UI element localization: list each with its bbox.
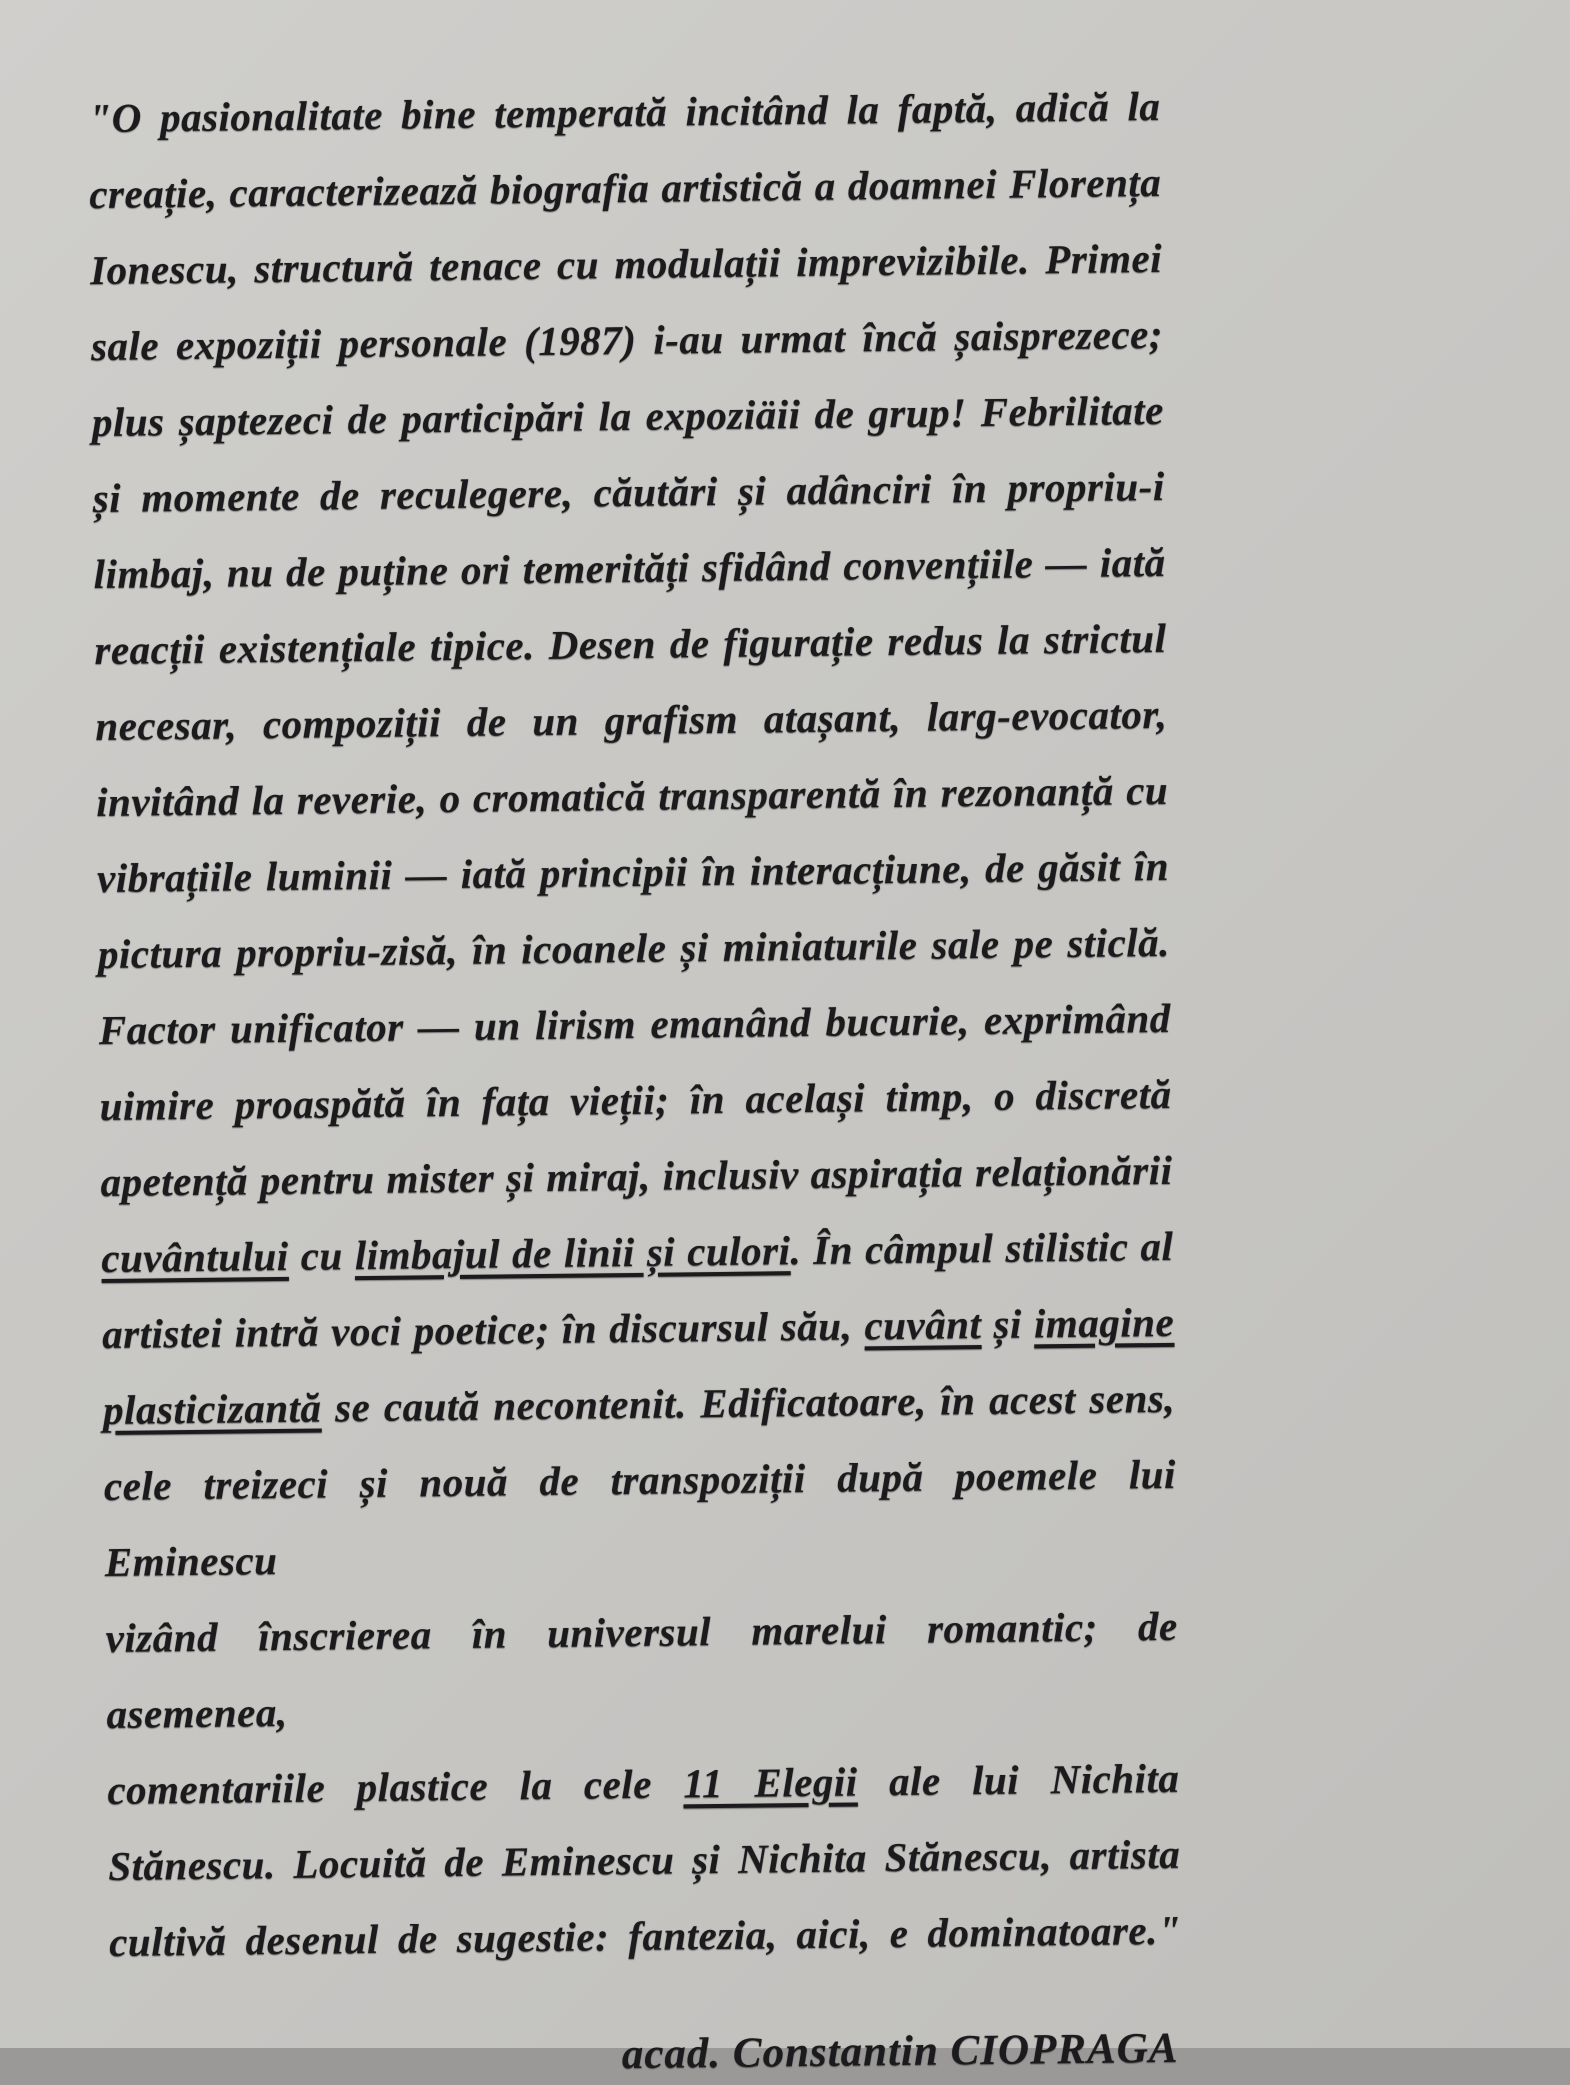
text-segment: artistei intră voci poetice; în discursul său, bbox=[101, 1302, 865, 1357]
text-segment: plus șaptezeci de participări la expoziäii de grup! Febrilitate bbox=[91, 386, 1165, 446]
text-segment: și bbox=[981, 1300, 1035, 1348]
quote-line bbox=[95, 676, 1168, 764]
text-segment: limbaj, nu de puține ori temerități sfidând convențiile — iată bbox=[93, 538, 1166, 598]
underlined-phrase: plasticizantă bbox=[102, 1384, 322, 1433]
quote-line bbox=[91, 296, 1164, 384]
underlined-phrase: limbajul de linii și culori bbox=[354, 1227, 791, 1279]
quote-line bbox=[96, 752, 1169, 840]
quote-line bbox=[108, 1816, 1181, 1904]
text-segment: sale expoziții personale (1987) i-au urmat încă șaisprezece; bbox=[90, 310, 1164, 370]
quote-line bbox=[88, 68, 1161, 156]
text-segment: apetență pentru mister și miraj, inclusiv aspirația relaționării bbox=[100, 1146, 1173, 1206]
text-segment: creație, caracterizează biografia artistică a doamnei Florența bbox=[89, 158, 1162, 218]
text-segment: Stănescu. Locuită de Eminescu și Nichita Stănescu, artista bbox=[108, 1830, 1181, 1889]
quote-line bbox=[105, 1588, 1179, 1752]
text-segment: necesar, compoziții de un grafism atașant, larg-evocator, bbox=[95, 690, 1168, 750]
text-segment: ale lui Nichita bbox=[857, 1754, 1180, 1805]
underlined-phrase: imagine bbox=[1033, 1298, 1175, 1347]
text-segment: cu bbox=[288, 1232, 356, 1279]
text-segment: reacții existențiale tipice. Desen de figurație redus la strictul bbox=[94, 614, 1167, 674]
text-segment: uimire proaspătă în fața vieții; în același timp, o discretă bbox=[99, 1070, 1172, 1130]
quote-line bbox=[104, 1436, 1178, 1600]
quote-line bbox=[107, 1740, 1180, 1828]
underlined-phrase: cuvântului bbox=[101, 1232, 289, 1282]
quote-line bbox=[97, 828, 1170, 916]
text-segment: și momente de reculegere, căutări și adânciri în propriu-i bbox=[92, 462, 1165, 522]
quote-line bbox=[94, 600, 1167, 688]
quote-line bbox=[98, 980, 1171, 1068]
quote-line bbox=[99, 1056, 1172, 1144]
quote-line bbox=[98, 904, 1171, 992]
text-segment: cultivă desenul de sugestie: fantezia, aici, e dominatoare." bbox=[108, 1906, 1182, 1965]
text-segment: cele treizeci și nouă de transpoziții după poemele lui Eminescu bbox=[103, 1450, 1177, 1585]
quote-line bbox=[89, 144, 1162, 232]
text-segment: comentariile plastice la cele bbox=[107, 1760, 684, 1813]
quote-line bbox=[103, 1360, 1176, 1448]
text-segment: invitând la reverie, o cromatică transparentă în rezonanță cu bbox=[95, 766, 1169, 826]
quote-line bbox=[101, 1208, 1174, 1296]
quote-line bbox=[90, 220, 1163, 308]
quote-line bbox=[92, 448, 1165, 536]
quote-line bbox=[102, 1284, 1175, 1372]
text-segment: vibrațiile luminii — iată principii în interacțiune, de găsit în bbox=[96, 842, 1170, 902]
text-segment: "O pasionalitate bine temperată incitând la faptă, adică la bbox=[88, 82, 1161, 142]
quote-line bbox=[100, 1132, 1173, 1220]
underlined-phrase: cuvânt bbox=[864, 1301, 982, 1349]
text-segment: se caută necontenit. Edificatoare, în acest sens, bbox=[321, 1374, 1176, 1431]
quote-line bbox=[109, 1892, 1182, 1980]
quote-block bbox=[88, 68, 1183, 2085]
text-segment: Ionescu, structură tenace cu modulații imprevizibile. Primei bbox=[89, 234, 1163, 294]
text-segment: vizând înscrierea în universul marelui romantic; de asemenea, bbox=[105, 1602, 1178, 1737]
quote-line bbox=[93, 524, 1166, 612]
text-segment: Factor unificator — un lirism emanând bucurie, exprimând bbox=[98, 994, 1172, 1054]
text-segment: . În câmpul stilistic al bbox=[790, 1222, 1174, 1274]
signature-line: acad. Constantin CIOPRAGA bbox=[621, 2024, 1179, 2079]
text-segment: pictura propriu-zisă, în icoanele și miniaturile sale pe sticlă. bbox=[97, 918, 1171, 978]
quote-line bbox=[91, 372, 1164, 460]
underlined-phrase: 11 Elegii bbox=[683, 1758, 858, 1807]
